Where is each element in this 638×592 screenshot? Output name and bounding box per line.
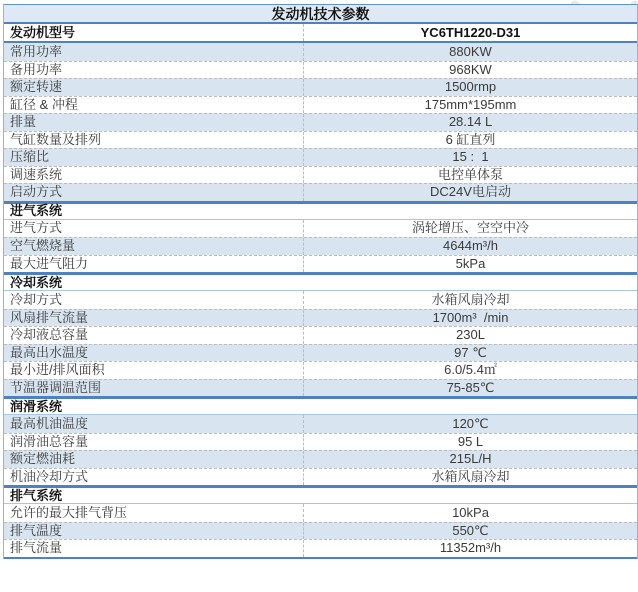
spec-label: 排气温度 <box>4 523 304 540</box>
table-title: 发动机技术参数 <box>271 5 370 22</box>
spec-row <box>4 344 637 362</box>
spec-value: 28.14 L <box>448 114 493 130</box>
spec-value: 水箱风扇冷却 <box>431 291 510 307</box>
section-header-row <box>4 272 637 291</box>
spec-value: 97 ℃ <box>454 344 487 360</box>
spec-value: YC6TH1220-D31 <box>420 24 521 40</box>
spec-row <box>4 24 637 43</box>
spec-row <box>4 78 637 96</box>
spec-row <box>4 379 637 397</box>
spec-label: 空气燃烧量 <box>4 238 304 255</box>
spec-row <box>4 539 637 557</box>
spec-row <box>4 183 637 201</box>
table-title-row <box>4 4 637 24</box>
spec-row <box>4 309 637 327</box>
section-header-row <box>4 485 637 504</box>
spec-value: 1500rmp <box>444 79 497 95</box>
engine-specs-table <box>3 4 638 559</box>
section-header-row <box>4 396 637 415</box>
spec-row <box>4 166 637 184</box>
spec-value: 175mm*195mm <box>424 96 517 112</box>
spec-row <box>4 43 637 61</box>
spec-label: 调速系统 <box>4 167 304 184</box>
spec-label: 缸径 & 冲程 <box>4 97 304 114</box>
spec-value: 4644m³/h <box>443 238 498 254</box>
spec-value: 10kPa <box>452 504 489 520</box>
spec-value: 230L <box>456 327 485 343</box>
table-bottom-border <box>4 557 637 559</box>
spec-label: 节温器调温范围 <box>4 380 304 397</box>
spec-row <box>4 291 637 309</box>
spec-row <box>4 131 637 149</box>
spec-row <box>4 504 637 522</box>
spec-value: 120℃ <box>452 415 489 431</box>
section-title: 进气系统 <box>10 203 63 218</box>
spec-label: 排气流量 <box>4 540 304 557</box>
spec-value: 15 : 1 <box>452 149 489 165</box>
spec-label: 进气方式 <box>4 220 304 238</box>
spec-value: 968KW <box>449 61 492 77</box>
spec-row <box>4 326 637 344</box>
spec-label: 发动机型号 <box>4 24 304 41</box>
spec-value: 95 L <box>457 433 484 449</box>
spec-value: 11352m³/h <box>439 540 502 556</box>
spec-label: 额定燃油耗 <box>4 451 304 468</box>
spec-label: 机油冷却方式 <box>4 469 304 486</box>
spec-label: 启动方式 <box>4 184 304 201</box>
spec-value: 水箱风扇冷却 <box>431 468 510 484</box>
spec-value: 5kPa <box>455 255 486 271</box>
spec-value: 6.0/5.4㎡ <box>444 362 497 378</box>
spec-row <box>4 415 637 433</box>
spec-row <box>4 220 637 238</box>
spec-row <box>4 61 637 79</box>
spec-row <box>4 361 637 379</box>
spec-row <box>4 522 637 540</box>
section-title: 润滑系统 <box>10 398 63 414</box>
spec-value: 550℃ <box>452 522 489 538</box>
spec-label: 额定转速 <box>4 79 304 96</box>
spec-row <box>4 237 637 255</box>
section-title: 冷却系统 <box>10 274 63 290</box>
spec-value: 880KW <box>449 43 492 59</box>
spec-label: 最大进气阻力 <box>4 256 304 273</box>
spec-value: 215L/H <box>449 451 492 467</box>
spec-value: DC24V电启动 <box>430 184 511 200</box>
spec-label: 压缩比 <box>4 149 304 166</box>
spec-label: 最高机油温度 <box>4 415 304 433</box>
spec-label: 排量 <box>4 114 304 131</box>
spec-value: 75-85℃ <box>446 379 495 395</box>
spec-label: 最小进/排风面积 <box>4 362 304 379</box>
spec-label: 常用功率 <box>4 43 304 61</box>
spec-label: 冷却液总容量 <box>4 327 304 344</box>
section-title: 排气系统 <box>10 487 63 503</box>
spec-label: 气缸数量及排列 <box>4 132 304 149</box>
spec-row <box>4 255 637 273</box>
section-header-row <box>4 201 637 220</box>
spec-value: 电控单体泵 <box>437 166 503 182</box>
spec-row <box>4 468 637 486</box>
spec-row <box>4 148 637 166</box>
spec-label: 风扇排气流量 <box>4 310 304 327</box>
spec-value: 涡轮增压、空空中冷 <box>411 220 529 236</box>
spec-label: 冷却方式 <box>4 291 304 309</box>
spec-label: 润滑油总容量 <box>4 434 304 451</box>
spec-row <box>4 113 637 131</box>
spec-label: 最高出水温度 <box>4 345 304 362</box>
spec-row <box>4 96 637 114</box>
spec-row <box>4 433 637 451</box>
spec-label: 允许的最大排气背压 <box>4 504 304 522</box>
spec-label: 备用功率 <box>4 62 304 79</box>
spec-row <box>4 450 637 468</box>
spec-value: 1700m³ /min <box>432 309 509 325</box>
spec-value: 6 缸直列 <box>445 131 496 147</box>
